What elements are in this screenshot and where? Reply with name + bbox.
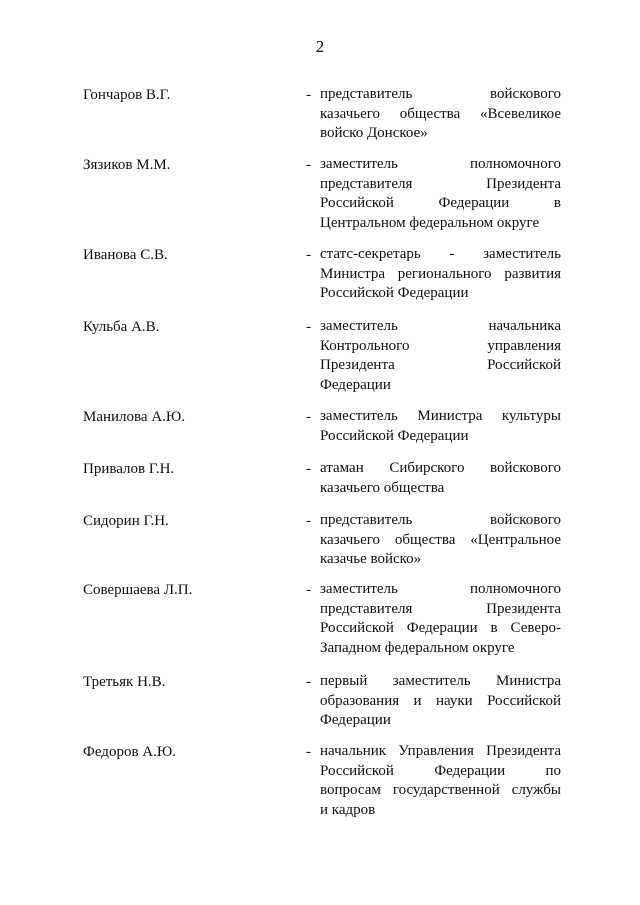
member-entry bbox=[0, 459, 640, 496]
member-name: Манилова А.Ю. bbox=[83, 409, 186, 425]
entry-dash: - bbox=[306, 461, 311, 477]
member-name: Привалов Г.Н. bbox=[83, 461, 175, 477]
page-number: 2 bbox=[315, 37, 325, 56]
position-line: войско Донское» bbox=[320, 125, 428, 141]
member-entry bbox=[0, 672, 640, 728]
position-line: заместитель полномочного bbox=[320, 581, 561, 597]
member-position bbox=[320, 672, 561, 731]
entry-dash: - bbox=[306, 582, 311, 598]
member-entry bbox=[0, 317, 640, 393]
position-line: первый заместитель Министра bbox=[320, 673, 561, 689]
position-line: статс-секретарь - заместитель bbox=[320, 246, 561, 262]
entry-dash: - bbox=[306, 87, 311, 103]
position-line: представитель войскового bbox=[320, 512, 561, 528]
position-line: Западном федеральном округе bbox=[320, 639, 515, 656]
position-line: Федерации bbox=[320, 376, 391, 393]
position-line: Президента Российской bbox=[320, 357, 561, 373]
member-position bbox=[320, 742, 561, 820]
member-entry bbox=[0, 580, 640, 656]
position-line: и кадров bbox=[320, 801, 376, 818]
entry-dash: - bbox=[306, 409, 311, 425]
position-line: Центральном федеральном округе bbox=[320, 214, 540, 231]
member-position bbox=[320, 511, 561, 570]
position-line: заместитель полномочного bbox=[320, 156, 561, 172]
member-name: Совершаева Л.П. bbox=[83, 582, 193, 598]
position-line: Российской Федерации в bbox=[320, 195, 561, 211]
entry-dash: - bbox=[306, 319, 311, 335]
member-name: Кульба А.В. bbox=[83, 319, 160, 335]
member-position bbox=[320, 407, 561, 446]
member-name: Третьяк Н.В. bbox=[83, 674, 166, 690]
entry-dash: - bbox=[306, 157, 311, 173]
position-line: представителя Президента bbox=[320, 175, 561, 192]
position-line: Контрольного управления bbox=[320, 337, 561, 354]
entry-dash: - bbox=[306, 513, 311, 529]
member-entry bbox=[0, 245, 640, 301]
member-entry bbox=[0, 742, 640, 818]
member-position bbox=[320, 580, 561, 658]
member-position bbox=[320, 459, 561, 498]
position-line: начальник Управления Президента bbox=[320, 743, 561, 759]
position-line: Российской Федерации bbox=[320, 285, 469, 301]
position-line: представитель войскового bbox=[320, 86, 561, 102]
position-line: казачье войско» bbox=[320, 551, 422, 567]
member-entry bbox=[0, 155, 640, 231]
entry-dash: - bbox=[306, 674, 311, 690]
member-entry bbox=[0, 511, 640, 567]
member-name: Иванова С.В. bbox=[83, 247, 168, 263]
position-line: вопросам государственной службы bbox=[320, 782, 561, 798]
position-line: представителя Президента bbox=[320, 600, 561, 617]
position-line: казачьего общества bbox=[320, 479, 445, 496]
member-name: Федоров А.Ю. bbox=[83, 744, 177, 760]
member-entry bbox=[0, 407, 640, 444]
member-name: Сидорин Г.Н. bbox=[83, 513, 169, 529]
position-line: Российской Федерации bbox=[320, 427, 469, 444]
entry-dash: - bbox=[306, 247, 311, 263]
position-line: Федерации bbox=[320, 712, 391, 728]
position-line: Российской Федерации по bbox=[320, 762, 561, 779]
position-line: Российской Федерации в Северо- bbox=[320, 620, 561, 636]
position-line: образования и науки Российской bbox=[320, 692, 561, 709]
member-position bbox=[320, 155, 561, 233]
member-position bbox=[320, 245, 561, 304]
entry-dash: - bbox=[306, 744, 311, 760]
position-line: казачьего общества «Всевеликое bbox=[320, 105, 561, 122]
position-line: заместитель Министра культуры bbox=[320, 408, 561, 424]
position-line: заместитель начальника bbox=[320, 318, 561, 334]
member-name: Гончаров В.Г. bbox=[83, 87, 171, 103]
member-name: Зязиков М.М. bbox=[83, 157, 171, 173]
member-position bbox=[320, 85, 561, 144]
position-line: Министра регионального развития bbox=[320, 265, 561, 282]
position-line: казачьего общества «Центральное bbox=[320, 531, 561, 548]
member-entry bbox=[0, 85, 640, 141]
member-position bbox=[320, 317, 561, 395]
position-line: атаман Сибирского войскового bbox=[320, 460, 561, 476]
